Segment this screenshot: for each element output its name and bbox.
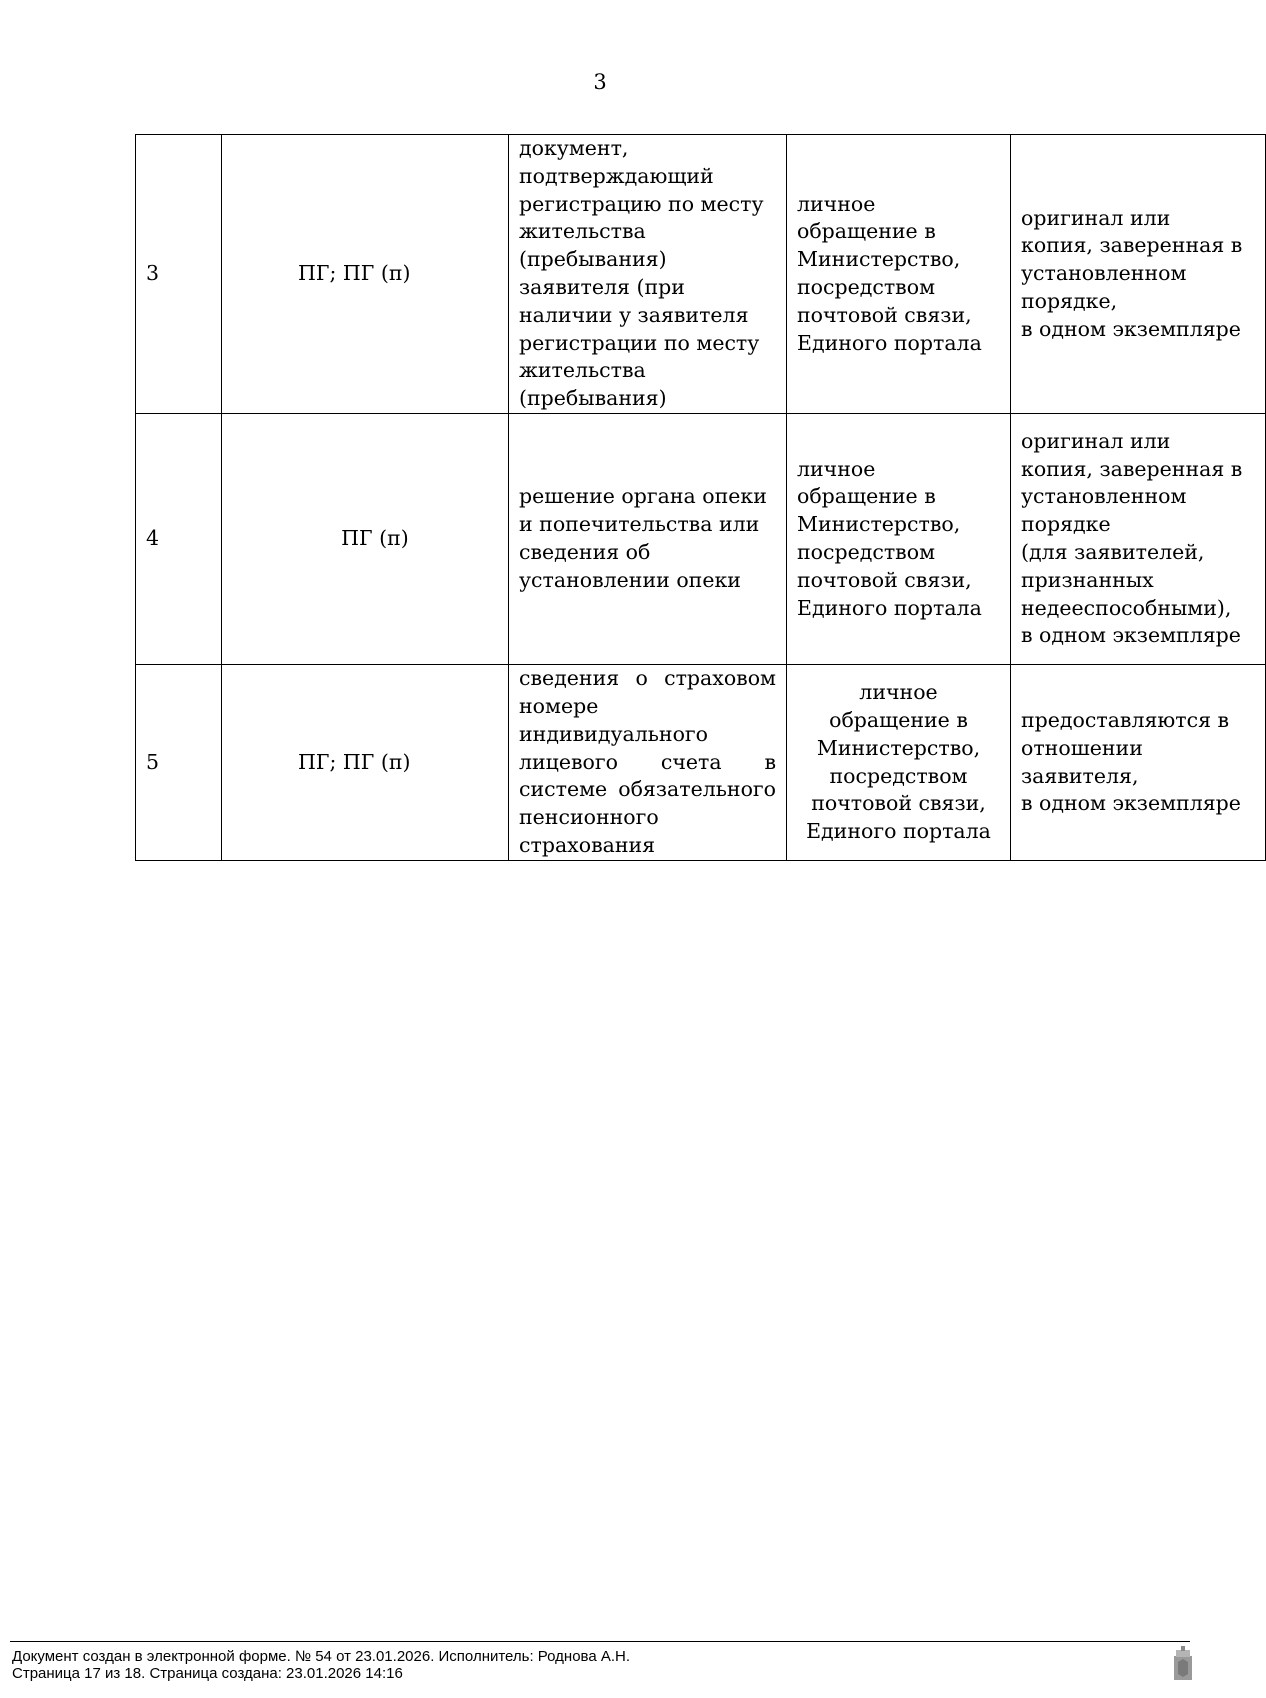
service-code-text: ПГ (п) [341,526,409,551]
document-form-text: предоставляются в отношении заявителя, в одном экземпляре [1021,707,1241,816]
page-number: 3 [593,70,607,94]
document-form-text: оригинал или копия, заверенная в установленном порядке (для заявителей, признанных недееспособными), в одном экземпляре [1021,428,1243,648]
document-form [1011,135,1266,414]
footer-line-2: Страница 17 из 18. Страница создана: 23.01.2026 14:16 [12,1665,403,1682]
document-form [1011,665,1266,861]
document-name-text: решение органа опеки и попечительства или сведения об установлении опеки [519,484,767,592]
document-form [1011,414,1266,665]
document-name-text: сведения о страховом номере индивидуального лицевого счета в системе обязательного пенсионного страхования [519,666,776,857]
row-number: 4 [136,414,222,665]
row-number: 5 [136,665,222,861]
document-name [509,414,787,665]
service-code [222,665,509,861]
emblem-icon [1172,1646,1194,1682]
submission-method-text: личное обращение в Министерство, посредством почтовой связи, Единого портала [797,456,982,620]
row-number: 3 [136,135,222,414]
footer-divider [10,1641,1190,1642]
footer-line-1: Документ создан в электронной форме. № 54 от 23.01.2026. Исполнитель: Роднова А.Н. [12,1648,631,1665]
service-code [222,135,509,414]
document-name [509,665,787,861]
document-name-text: документ, подтверждающий регистрацию по месту жительства (пребывания) заявителя (при наличии у заявителя регистрации по месту жительства (пребывания) [519,136,764,411]
submission-method [787,414,1011,665]
footer [12,1648,630,1682]
table-row [136,665,1266,861]
service-code-text: ПГ; ПГ (п) [298,749,411,774]
table-row [136,135,1266,414]
service-code [222,414,509,665]
submission-method-text: личное обращение в Министерство, посредством почтовой связи, Единого портала [806,680,991,844]
submission-method [787,665,1011,861]
service-code-text: ПГ; ПГ (п) [298,261,411,286]
submission-method-text: личное обращение в Министерство, посредством почтовой связи, Единого портала [797,191,982,355]
document-name [509,135,787,414]
submission-method [787,135,1011,414]
table-row [136,414,1266,665]
documents-table [135,134,1266,861]
document-form-text: оригинал или копия, заверенная в установленном порядке, в одном экземпляре [1021,205,1243,341]
